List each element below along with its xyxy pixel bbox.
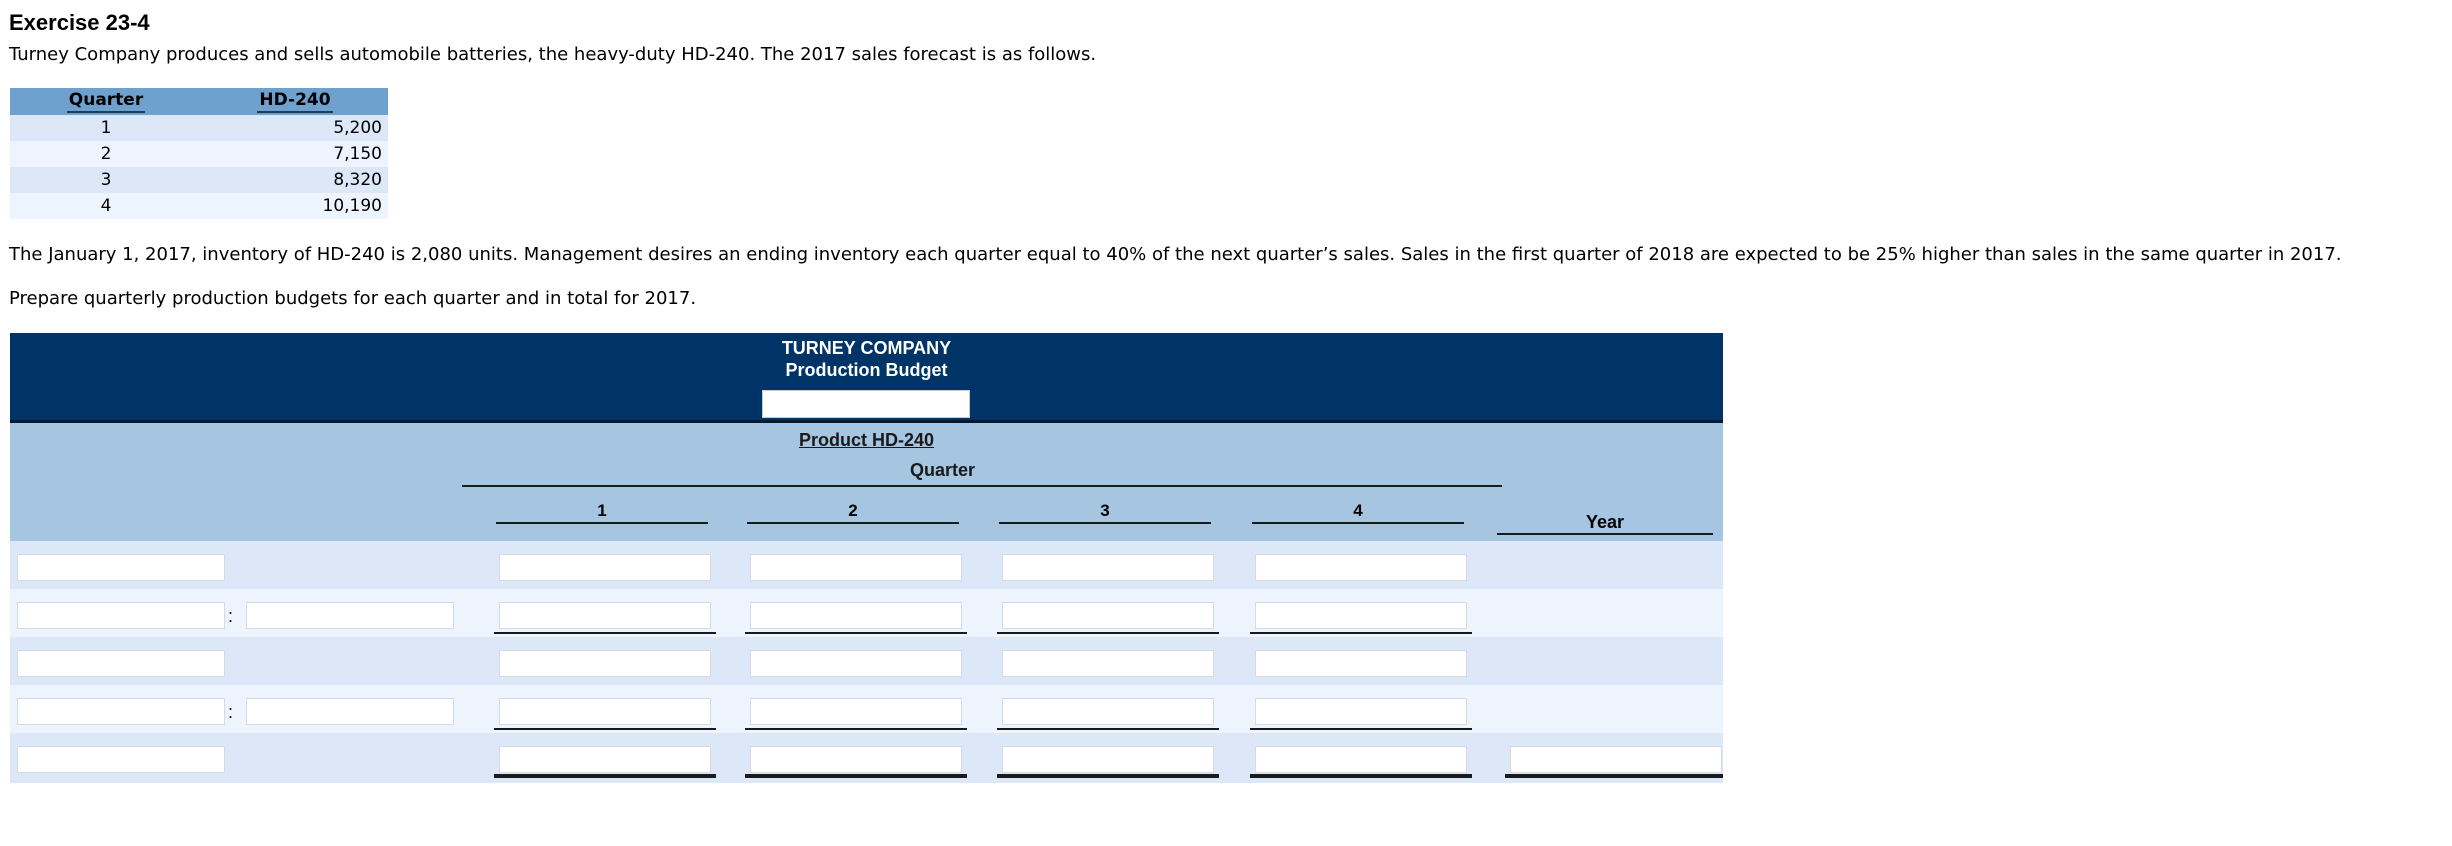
q3-input[interactable] [1002,650,1214,677]
q1-input[interactable] [499,650,711,677]
company-name: TURNEY COMPANY [781,338,952,358]
q4-input[interactable] [1255,602,1467,629]
budget-row [10,589,1723,637]
quarter-1-header: 1 [496,500,708,524]
budget-row [10,685,1723,733]
inventory-paragraph: The January 1, 2017, inventory of HD-240 is 2,080 units. Management desires an ending inventory each quarter equal to 40% of the next quarter’s sales. Sales in the first quarter of 2018 are expected to be 25% higher than sales in the same quarter in 2017. [9,244,2342,265]
q4-input[interactable] [1255,650,1467,677]
table-row [10,115,388,141]
forecast-value-cell: 8,320 [202,167,388,193]
forecast-quarter-cell: 4 [10,193,202,219]
subtotal-underline [1250,632,1472,634]
colon-separator: : [228,606,234,626]
total-double-underline [1250,774,1472,778]
budget-header [10,333,1723,423]
subtotal-underline [997,632,1219,634]
intro-text: Turney Company produces and sells automobile batteries, the heavy-duty HD-240. The 2017 sales forecast is as follows. [9,44,1097,65]
forecast-header-hd240: HD-240 [202,88,388,115]
exercise-title: Exercise 23-4 [9,10,150,35]
budget-subtitle: Production Budget [785,360,948,380]
forecast-quarter-cell: 2 [10,141,202,167]
forecast-quarter-cell: 3 [10,167,202,193]
q3-input[interactable] [1002,698,1214,725]
budget-column-header [10,423,1723,541]
total-double-underline [494,774,716,778]
q4-total-input[interactable] [1255,746,1467,773]
instruction-paragraph: Prepare quarterly production budgets for each quarter and in total for 2017. [9,288,697,309]
quarter-2-header: 2 [747,500,959,524]
q1-input[interactable] [499,602,711,629]
q1-input[interactable] [499,698,711,725]
table-row [10,141,388,167]
forecast-quarter-cell: 1 [10,115,202,141]
q2-input[interactable] [750,554,962,581]
subtotal-underline [745,728,967,730]
quarter-3-header: 3 [999,500,1211,524]
subtotal-underline [494,728,716,730]
budget-period-input[interactable] [762,390,970,418]
q3-input[interactable] [1002,554,1214,581]
quarter-4-header: 4 [1252,500,1464,524]
quarter-label: Quarter [910,460,976,480]
q4-input[interactable] [1255,554,1467,581]
forecast-value-cell: 10,190 [202,193,388,219]
q1-input[interactable] [499,554,711,581]
row-sublabel-input[interactable] [246,698,454,725]
total-double-underline [1505,774,1723,778]
forecast-value-cell: 5,200 [202,115,388,141]
q4-input[interactable] [1255,698,1467,725]
product-label: Product HD-240 [798,430,935,450]
subtotal-underline [494,632,716,634]
q3-total-input[interactable] [1002,746,1214,773]
subtotal-underline [997,728,1219,730]
quarter-divider [462,485,1502,487]
q2-input[interactable] [750,698,962,725]
forecast-header-quarter: Quarter [10,88,202,115]
colon-separator: : [228,702,234,722]
row-sublabel-input[interactable] [246,602,454,629]
row-label-input[interactable] [17,698,225,725]
budget-row [10,733,1723,783]
sales-forecast-table [10,88,388,219]
table-row [10,167,388,193]
total-double-underline [997,774,1219,778]
row-label-input[interactable] [17,602,225,629]
subtotal-underline [745,632,967,634]
row-label-input[interactable] [17,650,225,677]
total-double-underline [745,774,967,778]
year-header: Year [1497,511,1713,535]
budget-title [10,337,1723,381]
row-label-input[interactable] [17,554,225,581]
forecast-value-cell: 7,150 [202,141,388,167]
budget-row [10,637,1723,685]
row-label-input[interactable] [17,746,225,773]
budget-row [10,541,1723,589]
subtotal-underline [1250,728,1472,730]
q1-total-input[interactable] [499,746,711,773]
q2-total-input[interactable] [750,746,962,773]
table-row [10,193,388,219]
q2-input[interactable] [750,650,962,677]
q2-input[interactable] [750,602,962,629]
q3-input[interactable] [1002,602,1214,629]
year-total-input[interactable] [1510,746,1722,773]
